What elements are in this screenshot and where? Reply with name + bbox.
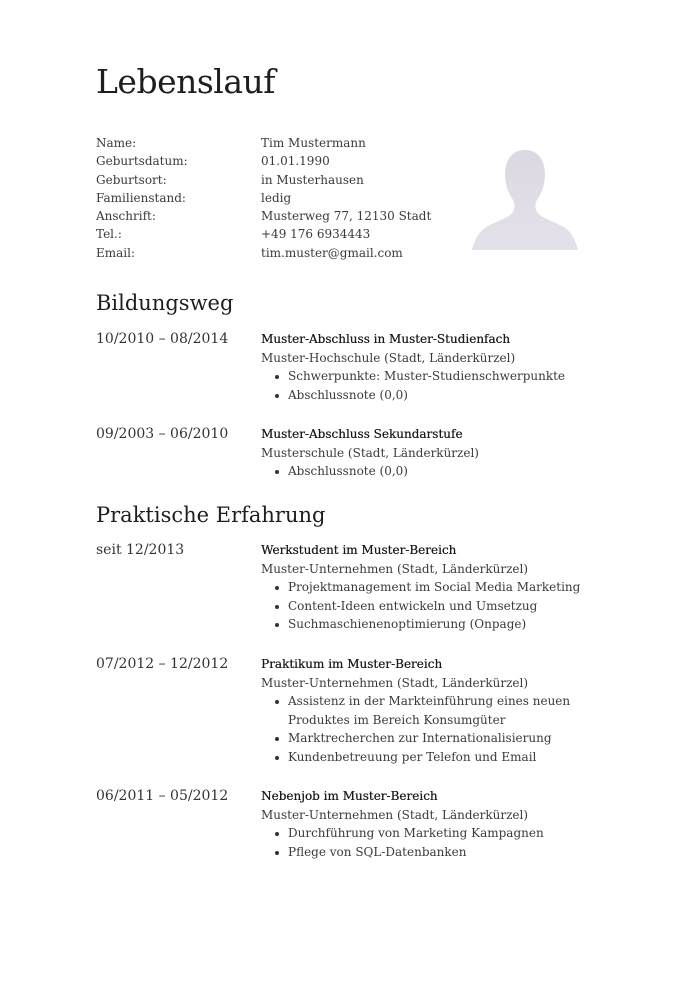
bullet-list (261, 367, 611, 404)
bullet-item: Assistenz in der Markteinführung eines neuen Produktes im Bereich Konsumgüter (288, 692, 611, 729)
entry-place: Muster-Unternehmen (Stadt, Länderkürzel) (261, 561, 529, 576)
bullet-item: Durchführung von Marketing Kampagnen (288, 824, 611, 843)
value-email: tim.muster@gmail.com (261, 245, 403, 260)
personal-row-marital-status (96, 189, 496, 207)
bullet-list (261, 462, 611, 481)
entry-heading: Praktikum im Muster-Bereich (261, 657, 443, 671)
bullet-item: Content-Ideen entwickeln und Umsetzug (288, 597, 611, 616)
entry-date: 10/2010 – 08/2014 (96, 331, 229, 347)
label-birthdate: Geburtsdatum: (96, 154, 188, 169)
bullet-list (261, 824, 611, 861)
entry-body (261, 330, 611, 404)
page-title: Lebenslauf (96, 62, 275, 101)
label-email: Email: (96, 245, 136, 260)
bullet-list (261, 578, 611, 634)
bullet-item: Abschlussnote (0,0) (288, 462, 611, 481)
personal-row-email (96, 244, 496, 262)
person-silhouette-icon (472, 146, 578, 250)
entry-heading: Muster-Abschluss Sekundarstufe (261, 427, 463, 441)
value-address: Musterweg 77, 12130 Stadt (261, 209, 432, 224)
personal-row-address (96, 207, 496, 225)
entry-date: 06/2011 – 05/2012 (96, 788, 229, 804)
bullet-list (261, 692, 611, 766)
entry-place: Muster-Unternehmen (Stadt, Länderkürzel) (261, 675, 529, 690)
value-birthplace: in Musterhausen (261, 172, 364, 187)
entry-place: Muster-Hochschule (Stadt, Länderkürzel) (261, 350, 516, 365)
section-title-education: Bildungsweg (96, 291, 234, 315)
bullet-item: Schwerpunkte: Muster-Studienschwerpunkte (288, 367, 611, 386)
entry-date: 09/2003 – 06/2010 (96, 426, 229, 442)
entry-date: 07/2012 – 12/2012 (96, 656, 229, 672)
entry-place: Musterschule (Stadt, Länderkürzel) (261, 445, 479, 460)
label-birthplace: Geburtsort: (96, 172, 167, 187)
value-phone: +49 176 6934443 (261, 227, 371, 242)
section-title-experience: Praktische Erfahrung (96, 503, 326, 527)
personal-row-birthplace (96, 171, 496, 189)
personal-details (96, 134, 496, 262)
label-address: Anschrift: (96, 209, 156, 224)
bullet-item: Projektmanagement im Social Media Marketing (288, 578, 611, 597)
personal-row-phone (96, 225, 496, 243)
bullet-item: Kundenbetreuung per Telefon und Email (288, 748, 611, 767)
bullet-item: Suchmaschienenoptimierung (Onpage) (288, 615, 611, 634)
entry-heading: Muster-Abschluss in Muster-Studienfach (261, 332, 510, 346)
bullet-item: Pflege von SQL-Datenbanken (288, 843, 611, 862)
entry-body (261, 541, 611, 634)
entry-place: Muster-Unternehmen (Stadt, Länderkürzel) (261, 807, 529, 822)
entry-date: seit 12/2013 (96, 542, 185, 558)
label-marital-status: Familienstand: (96, 190, 186, 205)
personal-row-birthdate (96, 152, 496, 170)
value-name: Tim Mustermann (261, 136, 366, 150)
label-phone: Tel.: (96, 227, 122, 242)
entry-body (261, 787, 611, 861)
entry-body (261, 425, 611, 481)
value-birthdate: 01.01.1990 (261, 154, 330, 169)
bullet-item: Marktrecherchen zur Internationalisierung (288, 729, 611, 748)
value-marital-status: ledig (261, 190, 292, 205)
entry-body (261, 655, 611, 766)
bullet-item: Abschlussnote (0,0) (288, 386, 611, 405)
label-name: Name: (96, 136, 137, 150)
entry-heading: Nebenjob im Muster-Bereich (261, 789, 438, 803)
entry-heading: Werkstudent im Muster-Bereich (261, 543, 457, 557)
personal-row-name (96, 134, 496, 152)
